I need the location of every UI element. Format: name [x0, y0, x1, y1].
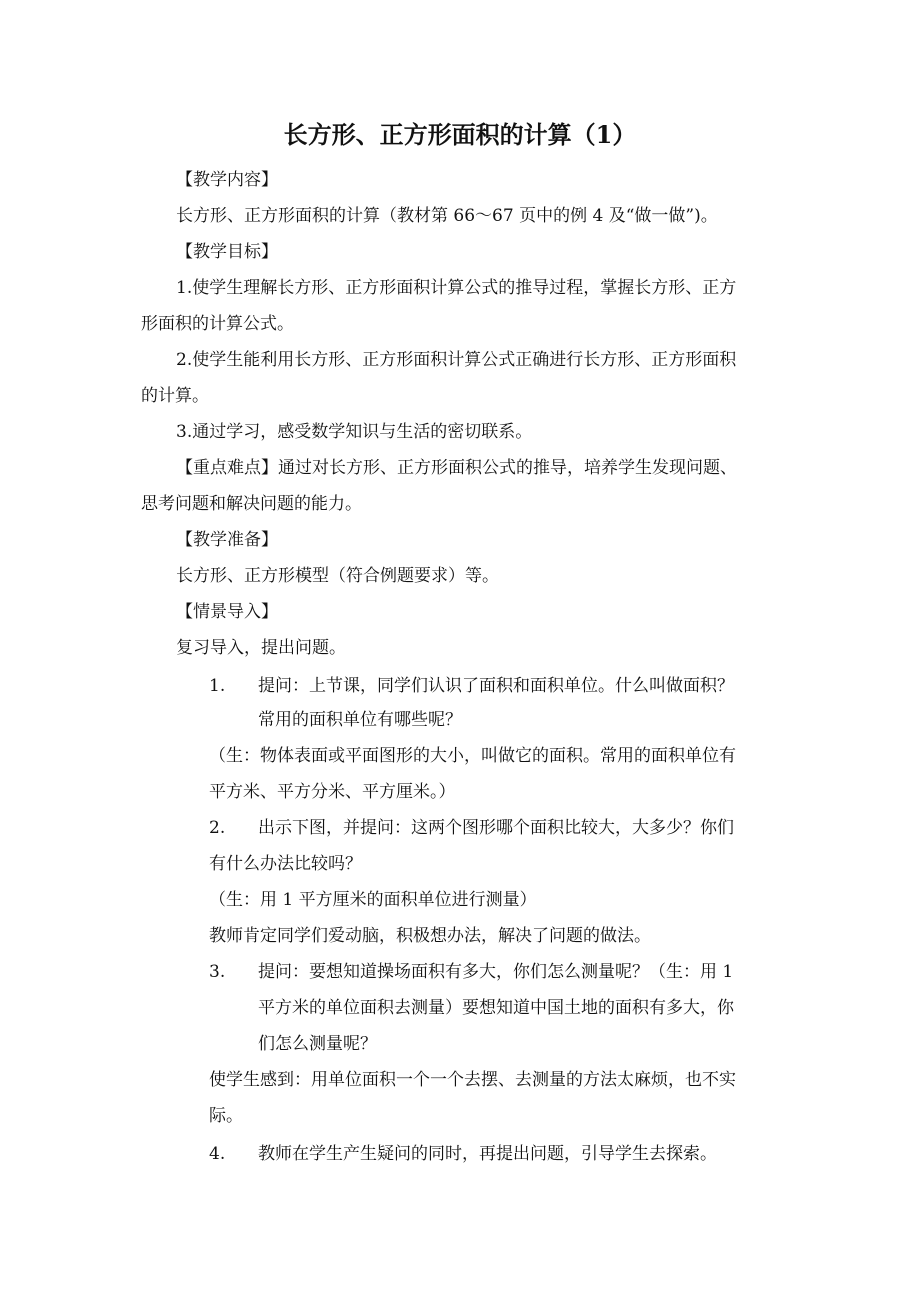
item-number-1: 1.	[209, 676, 226, 696]
answer-1-line-2: 平方米、平方分米、平方厘米。）	[209, 782, 456, 802]
page-title: 长方形、正方形面积的计算（1）	[283, 120, 637, 149]
feeling-3-line-2: 际。	[209, 1106, 243, 1126]
question-3-line-2: 平方米的单位面积去测量）要想知道中国土地的面积有多大，你	[258, 998, 734, 1018]
heading-intro: 【情景导入】	[176, 602, 278, 622]
item-number-3: 3.	[209, 962, 226, 982]
question-1-line-2: 常用的面积单位有哪些呢？	[258, 710, 462, 730]
question-1-line-1: 提问：上节课，同学们认识了面积和面积单位。什么叫做面积？	[258, 676, 734, 696]
question-2-line-2: 有什么办法比较吗？	[209, 854, 362, 874]
feeling-3-line-1: 使学生感到：用单位面积一个一个去摆、去测量的方法太麻烦，也不实	[209, 1070, 736, 1090]
item-number-4: 4.	[209, 1144, 226, 1164]
key-points-line-1	[176, 458, 737, 478]
goal-3: 3.通过学习，感受数学知识与生活的密切联系。	[176, 422, 533, 442]
key-points-text: 通过对长方形、正方形面积公式的推导，培养学生发现问题、	[278, 458, 737, 478]
goal-2-line-2: 的计算。	[141, 386, 209, 406]
goal-1-line-2: 形面积的计算公式。	[141, 314, 294, 334]
question-3-line-1: 提问：要想知道操场面积有多大，你们怎么测量呢？（生：用 1	[258, 962, 734, 982]
intro-text: 复习导入，提出问题。	[176, 638, 346, 658]
answer-1-line-1: （生：物体表面或平面图形的大小，叫做它的面积。常用的面积单位有	[209, 746, 736, 766]
heading-key-points: 【重点难点】	[176, 458, 278, 478]
heading-goals: 【教学目标】	[176, 242, 278, 262]
teacher-note-2: 教师肯定同学们爱动脑，积极想办法，解决了问题的做法。	[209, 926, 651, 946]
goal-2-line-1: 2.使学生能利用长方形、正方形面积计算公式正确进行长方形、正方形面积	[176, 350, 737, 370]
question-3-line-3: 们怎么测量呢？	[258, 1034, 377, 1054]
heading-prep: 【教学准备】	[176, 530, 278, 550]
goal-1-line-1: 1.使学生理解长方形、正方形面积计算公式的推导过程，掌握长方形、正方	[176, 278, 737, 298]
question-2-line-1: 出示下图，并提问：这两个图形哪个面积比较大，大多少？你们	[258, 818, 734, 838]
question-4: 教师在学生产生疑问的同时，再提出问题，引导学生去探索。	[258, 1144, 717, 1164]
content-text: 长方形、正方形面积的计算（教材第 66～67 页中的例 4 及“做一做”)。	[176, 206, 718, 226]
prep-text: 长方形、正方形模型（符合例题要求）等。	[176, 566, 499, 586]
heading-content: 【教学内容】	[176, 170, 278, 190]
item-number-2: 2.	[209, 818, 226, 838]
key-points-line-2: 思考问题和解决问题的能力。	[141, 494, 362, 514]
answer-2: （生：用 1 平方厘米的面积单位进行测量）	[209, 890, 537, 910]
